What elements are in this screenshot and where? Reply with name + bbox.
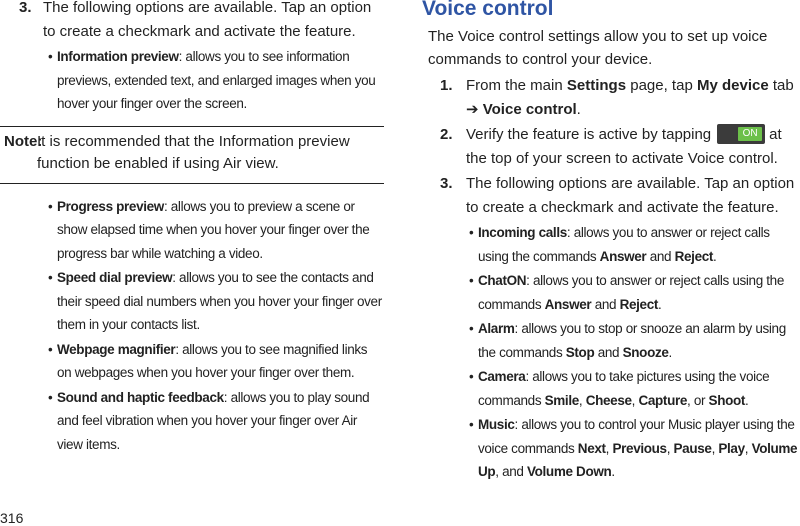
bullet-term: Speed dial preview bbox=[57, 270, 173, 285]
bullet-chaton: • ChatON: allows you to answer or reject calls using the commands Answer and Reject. bbox=[420, 269, 800, 316]
bullet-dot: • bbox=[469, 225, 474, 240]
bullet-text: : allows you to see information previews, extended text, and enlarged images when you hover your finger over the screen. bbox=[57, 49, 376, 111]
bullet-progress-preview bbox=[0, 195, 384, 266]
step-text: The following options are available. Tap an option to create a checkmark and activate the feature. bbox=[43, 0, 372, 40]
bullet-sound-haptic-feedback bbox=[0, 386, 384, 457]
bullet-text: : allows you to play sound and feel vibration when you hover your finger over Air view items. bbox=[57, 389, 370, 452]
bullet-text: : allows you to preview a scene or show elapsed time when you hover your finger over the progress bar while watching a video. bbox=[57, 198, 370, 261]
step-2 bbox=[420, 123, 800, 171]
note-label: Note: bbox=[4, 132, 43, 150]
bullet-dot: • bbox=[469, 273, 474, 288]
bullet-dot: • bbox=[469, 321, 474, 336]
note-text: It is recommended that the Information preview function be enabled if using Air view. bbox=[37, 132, 350, 172]
step-number: 3. bbox=[19, 0, 32, 16]
bullet-dot: • bbox=[48, 270, 53, 285]
step-1 bbox=[420, 74, 800, 122]
bullet-dot: • bbox=[48, 341, 53, 357]
section-intro: The Voice control settings allow you to set up voice commands to control your device. bbox=[428, 28, 768, 68]
bullet-incoming-calls: • Incoming calls: allows you to answer or reject calls using the commands Answer and Reject. bbox=[420, 221, 800, 268]
bullet-alarm: • Alarm: allows you to stop or snooze an alarm by using the commands Stop and Snooze. bbox=[420, 317, 800, 364]
step-number: 3. bbox=[440, 175, 453, 192]
step-3-right bbox=[420, 172, 800, 220]
step-number: 2. bbox=[440, 126, 453, 143]
bullet-webpage-magnifier bbox=[0, 338, 384, 385]
bullet-information-preview bbox=[0, 45, 384, 116]
note-box bbox=[0, 126, 384, 184]
bullet-text: : allows you to see magnified links on webpages when you hover your finger over them. bbox=[57, 341, 368, 380]
toggle-knob: ON bbox=[738, 127, 762, 141]
bullet-music: • Music: allows you to control your Music player using the voice commands Next, Previous, Pause, Play, Volume Up, and Volume Down. bbox=[420, 413, 800, 484]
bullet-dot: • bbox=[48, 49, 53, 64]
bullet-term: Information preview bbox=[57, 49, 179, 64]
bullet-speed-dial-preview bbox=[0, 266, 384, 337]
step-number: 1. bbox=[440, 77, 453, 94]
section-title: Voice control bbox=[422, 0, 554, 20]
step-text: The following options are available. Tap an option to create a checkmark and activate the feature. bbox=[466, 175, 795, 216]
bullet-dot: • bbox=[48, 389, 53, 405]
step-3-left bbox=[0, 0, 384, 44]
bullet-term: Webpage magnifier bbox=[57, 341, 176, 357]
bullet-dot: • bbox=[48, 198, 53, 214]
bullet-text: : allows you to see the contacts and their speed dial numbers when you hover your finger over them in your contacts list. bbox=[57, 270, 382, 332]
step-text: From the main Settings page, tap My device tab ➔ Voice control. bbox=[466, 77, 794, 118]
bullet-camera: • Camera: allows you to take pictures using the voice commands Smile, Cheese, Capture, or Shoot. bbox=[420, 365, 800, 412]
bullet-term: Progress preview bbox=[57, 198, 164, 214]
step-text: Verify the feature is active by tapping ON at the top of your screen to activate Voice control. bbox=[466, 126, 782, 167]
right-column bbox=[420, 0, 800, 484]
bullet-dot: • bbox=[469, 369, 474, 384]
on-toggle-icon bbox=[717, 124, 765, 144]
left-column bbox=[0, 0, 384, 456]
bullet-term: Sound and haptic feedback bbox=[57, 389, 224, 405]
bullet-dot: • bbox=[469, 417, 474, 432]
page-number: 316 bbox=[0, 510, 24, 526]
